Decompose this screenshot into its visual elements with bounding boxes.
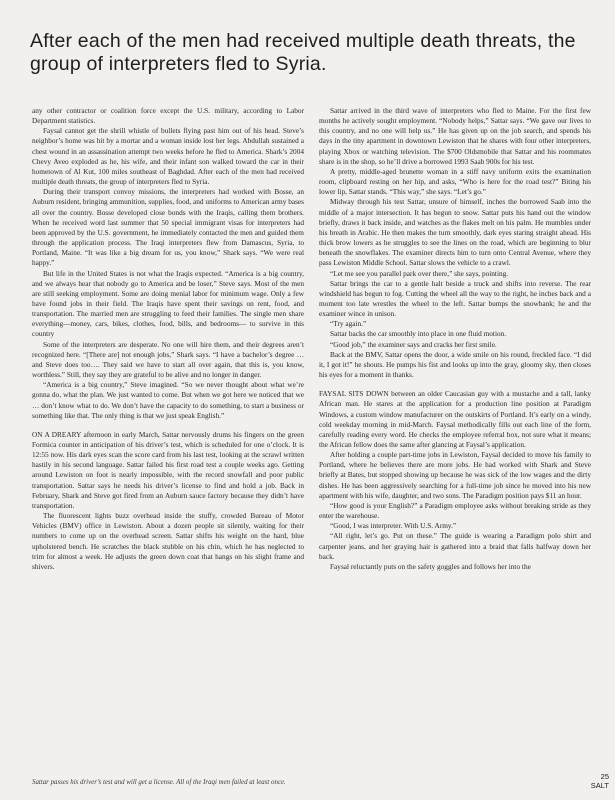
paragraph: Faysal reluctantly puts on the safety goggles and follows her into the — [330, 561, 531, 571]
left-column — [32, 106, 304, 572]
paragraph: any other contractor or coalition force except the U.S. military, according to Labor Department statistics. — [32, 106, 304, 126]
pull-quote: After each of the men had received multiple death threats, the group of interpreters fled to Syria. — [30, 30, 576, 75]
paragraph: “Let me see you parallel park over there,” she says, pointing. — [330, 268, 509, 278]
paragraph: “How good is your English?” a Paradigm employee asks without breaking stride as they enter the warehouse. — [319, 500, 591, 521]
paragraph: FAYSAL SITS DOWN between an older Caucasian guy with a mustache and a tall, lanky African man. He stares at the application for a production line position at Paradigm Windows, a custom window manufacturer on the outskirts of Portland. It’s early on a windy, cold weekday morning in mid-March. Faysal methodically fills out each line of the form, carefully reading every word. He checks the employee referral box, not sure what it means; the African fellow does the same after glancing at Faysal’s application. — [319, 389, 591, 449]
folio — [585, 773, 609, 790]
magazine-name: SALT — [590, 780, 609, 790]
paragraph: During their transport convoy missions, the interpreters had worked with Bosse, an Auburn resident, bringing ammunition, supplies, food, and uniforms to American army bases all over the country. Bosse developed close bonds with the Iraqis, calling them brothers. When he received word last summer that 50 special immigrant visas for interpreters had been approved by the U.S. government, he immediately contacted the men and guided them through the application process. The Iraqi interpreters flew from Damascus, Syria, to Portland, Maine. “It was like a big dream for us, you know,” Shark says. “We were real happy.” — [32, 187, 304, 268]
paragraph: Sattar backs the car smoothly into place in one fluid motion. — [330, 329, 507, 339]
paragraph: But life in the United States is not what the Iraqis expected. “America is a big country, and we always hear that nobody go to America and be loser,” Steve says. Most of the men are still seeking employment. Some are doing menial labor for minimum wage. Only a few have found jobs in their field. The Iraqis have spent their savings on rent, food, and transportation. The married men are struggling to feed their families. The single men share everything—money, cars, bikes, clothes, food, bills, and bedrooms— to survive in this country — [32, 268, 304, 339]
paragraph: “America is a big country,” Steve imagined. “So we never thought about what we’re gonna do, what the plan. We just wanted to come. But when we got here we noticed that we … don’t know what to do. We don’t have the capacity to do something, to start a business or something like that. The only thing is that we just speak English.” — [32, 380, 304, 420]
paragraph: Back at the BMV, Sattar opens the door, a wide smile on his round, freckled face. “I did it, I got it!” he shouts. He pumps his fist and looks up into the gray, gloomy sky, then closes his eyes for a moment in thanks. — [319, 349, 591, 380]
paragraph: Some of the interpreters are desperate. No one will hire them, and their degrees aren’t recognized here. “[There are] not enough jobs,” Shark says. “I have a bachelor’s degree … and Steve does too…. They said we have to start all over again, that this is, you know, worthless.” Still, they say they are grateful to be alive and no longer in danger. — [32, 339, 304, 380]
photo-caption: Sattar passes his driver’s test and will get a license. All of the Iraqi men failed at least once. — [32, 779, 286, 786]
paragraph: “All right, let’s go. Put on these.” The guide is wearing a Paradigm polo shirt and carpenter jeans, and her graying hair is gathered into a braid that falls halfway down her back. — [319, 531, 591, 561]
paragraph: After holding a couple part-time jobs in Lewiston, Faysal decided to move his family to Portland, where he believes there are more jobs. He had worked with Shark and Steve briefly at Bates, but stopped showing up because he was sick of the low wages and the dirty dishes. He has been aggressively searching for a full-time job since he moved into his new apartment with his wife, daughter, and two sons. The Paradigm position pays $11 an hour. — [319, 450, 591, 500]
page-number: 25 — [600, 772, 609, 781]
paragraph: Midway through his test Sattar, unsure of himself, inches the borrowed Saab into the middle of a major intersection. It has begun to snow. Sattar puts his hand out the window briefly, draws it back inside, and watches as the flakes melt on his palm. He mumbles under his breath in Arabic. He then makes the turn smoothly, dark eyes staring straight ahead. His thick brow lowers as he struggles to see the lines on the road, which are beginning to blur beneath the snowflakes. The examiner directs him to turn onto Central Avenue, where they pass Lewiston Middle School. Sattar slows the vehicle to a crawl. — [319, 197, 591, 268]
paragraph: A pretty, middle-aged brunette woman in a stiff navy uniform exits the examination room, clipboard resting on her hip, and asks, “Who is here for the road test?” Biting his lower lip, Sattar stands. “This way,” she says. “Let’s go.” — [319, 166, 591, 197]
paragraph: “Good, I was interpreter. With U.S. Army.” — [330, 521, 457, 531]
paragraph: Sattar arrived in the third wave of interpreters who fled to Maine. For the first few months he actively sought employment. “Nobody helps,” Sattar says. “We gave our lives to this country, and no one will help us.” He has given up on the job search, and spends his days in the tiny apartment in downtown Lewiston that he shares with four other interpreters, playing Xbox or watching television. The $700 Oldsmobile that Sattar and his roommates share is in the shop, so he’ll drive a borrowed 1993 Saab 900s for his test. — [319, 106, 591, 166]
paragraph: ON A DREARY afternoon in early March, Sattar nervously drums his fingers on the green Formica counter in anticipation of his driver’s test, which is scheduled for one o’clock. It is 12:55 now. His dark eyes scan the score card from his last test, looking at the scrawl written hastily in his second language. Sattar failed his first road test a couple weeks ago. Getting around Lewiston on foot is nearly impossible, with the record snowfall and poor public transportation. Sattar says he needs his driver’s license to find and hold a job. Back in February, Shark and Steve got fired from an Auburn sauce factory because they didn’t have transportation. — [32, 429, 304, 510]
paragraph: “Good job,” the examiner says and cracks her first smile. — [330, 339, 497, 349]
right-column — [319, 106, 591, 572]
paragraph: “Try again.” — [330, 319, 367, 329]
paragraph: The fluorescent lights buzz overhead inside the stuffy, crowded Bureau of Motor Vehicles (BMV) office in Lewiston. About a dozen people sit silently, waiting for their numbers to come up on the overhead screen. Sattar shifts his weight on the hard, blue upholstered bench. He scratches the black stubble on his chin, which he has neglected to trim for almost a week. He adjusts the green down coat that hangs on his slight frame and shivers. — [32, 511, 304, 571]
paragraph: Faysal cannot get the shrill whistle of bullets flying past him out of his head. Steve’s neighbor’s home was hit by a mortar and a woman inside lost her legs. Abdullah sustained a chest wound in an assassination attempt two weeks before he fled to America. Shark’s 2004 Chevy Aveo exploded as he, his wife, and their infant son walked toward the car in their hometown of Al Kut, 100 miles southeast of Baghdad. After each of the men had received multiple death threats, the group of interpreters fled to Syria. — [32, 126, 304, 187]
paragraph: Sattar brings the car to a gentle halt beside a truck and shifts into reverse. The rear windshield has begun to fog. Cutting the wheel all the way to the right, he inches back and a moment too late wrestles the wheel to the left. Sattar bumps the snowbank; he and the examiner wince in unison. — [319, 278, 591, 319]
